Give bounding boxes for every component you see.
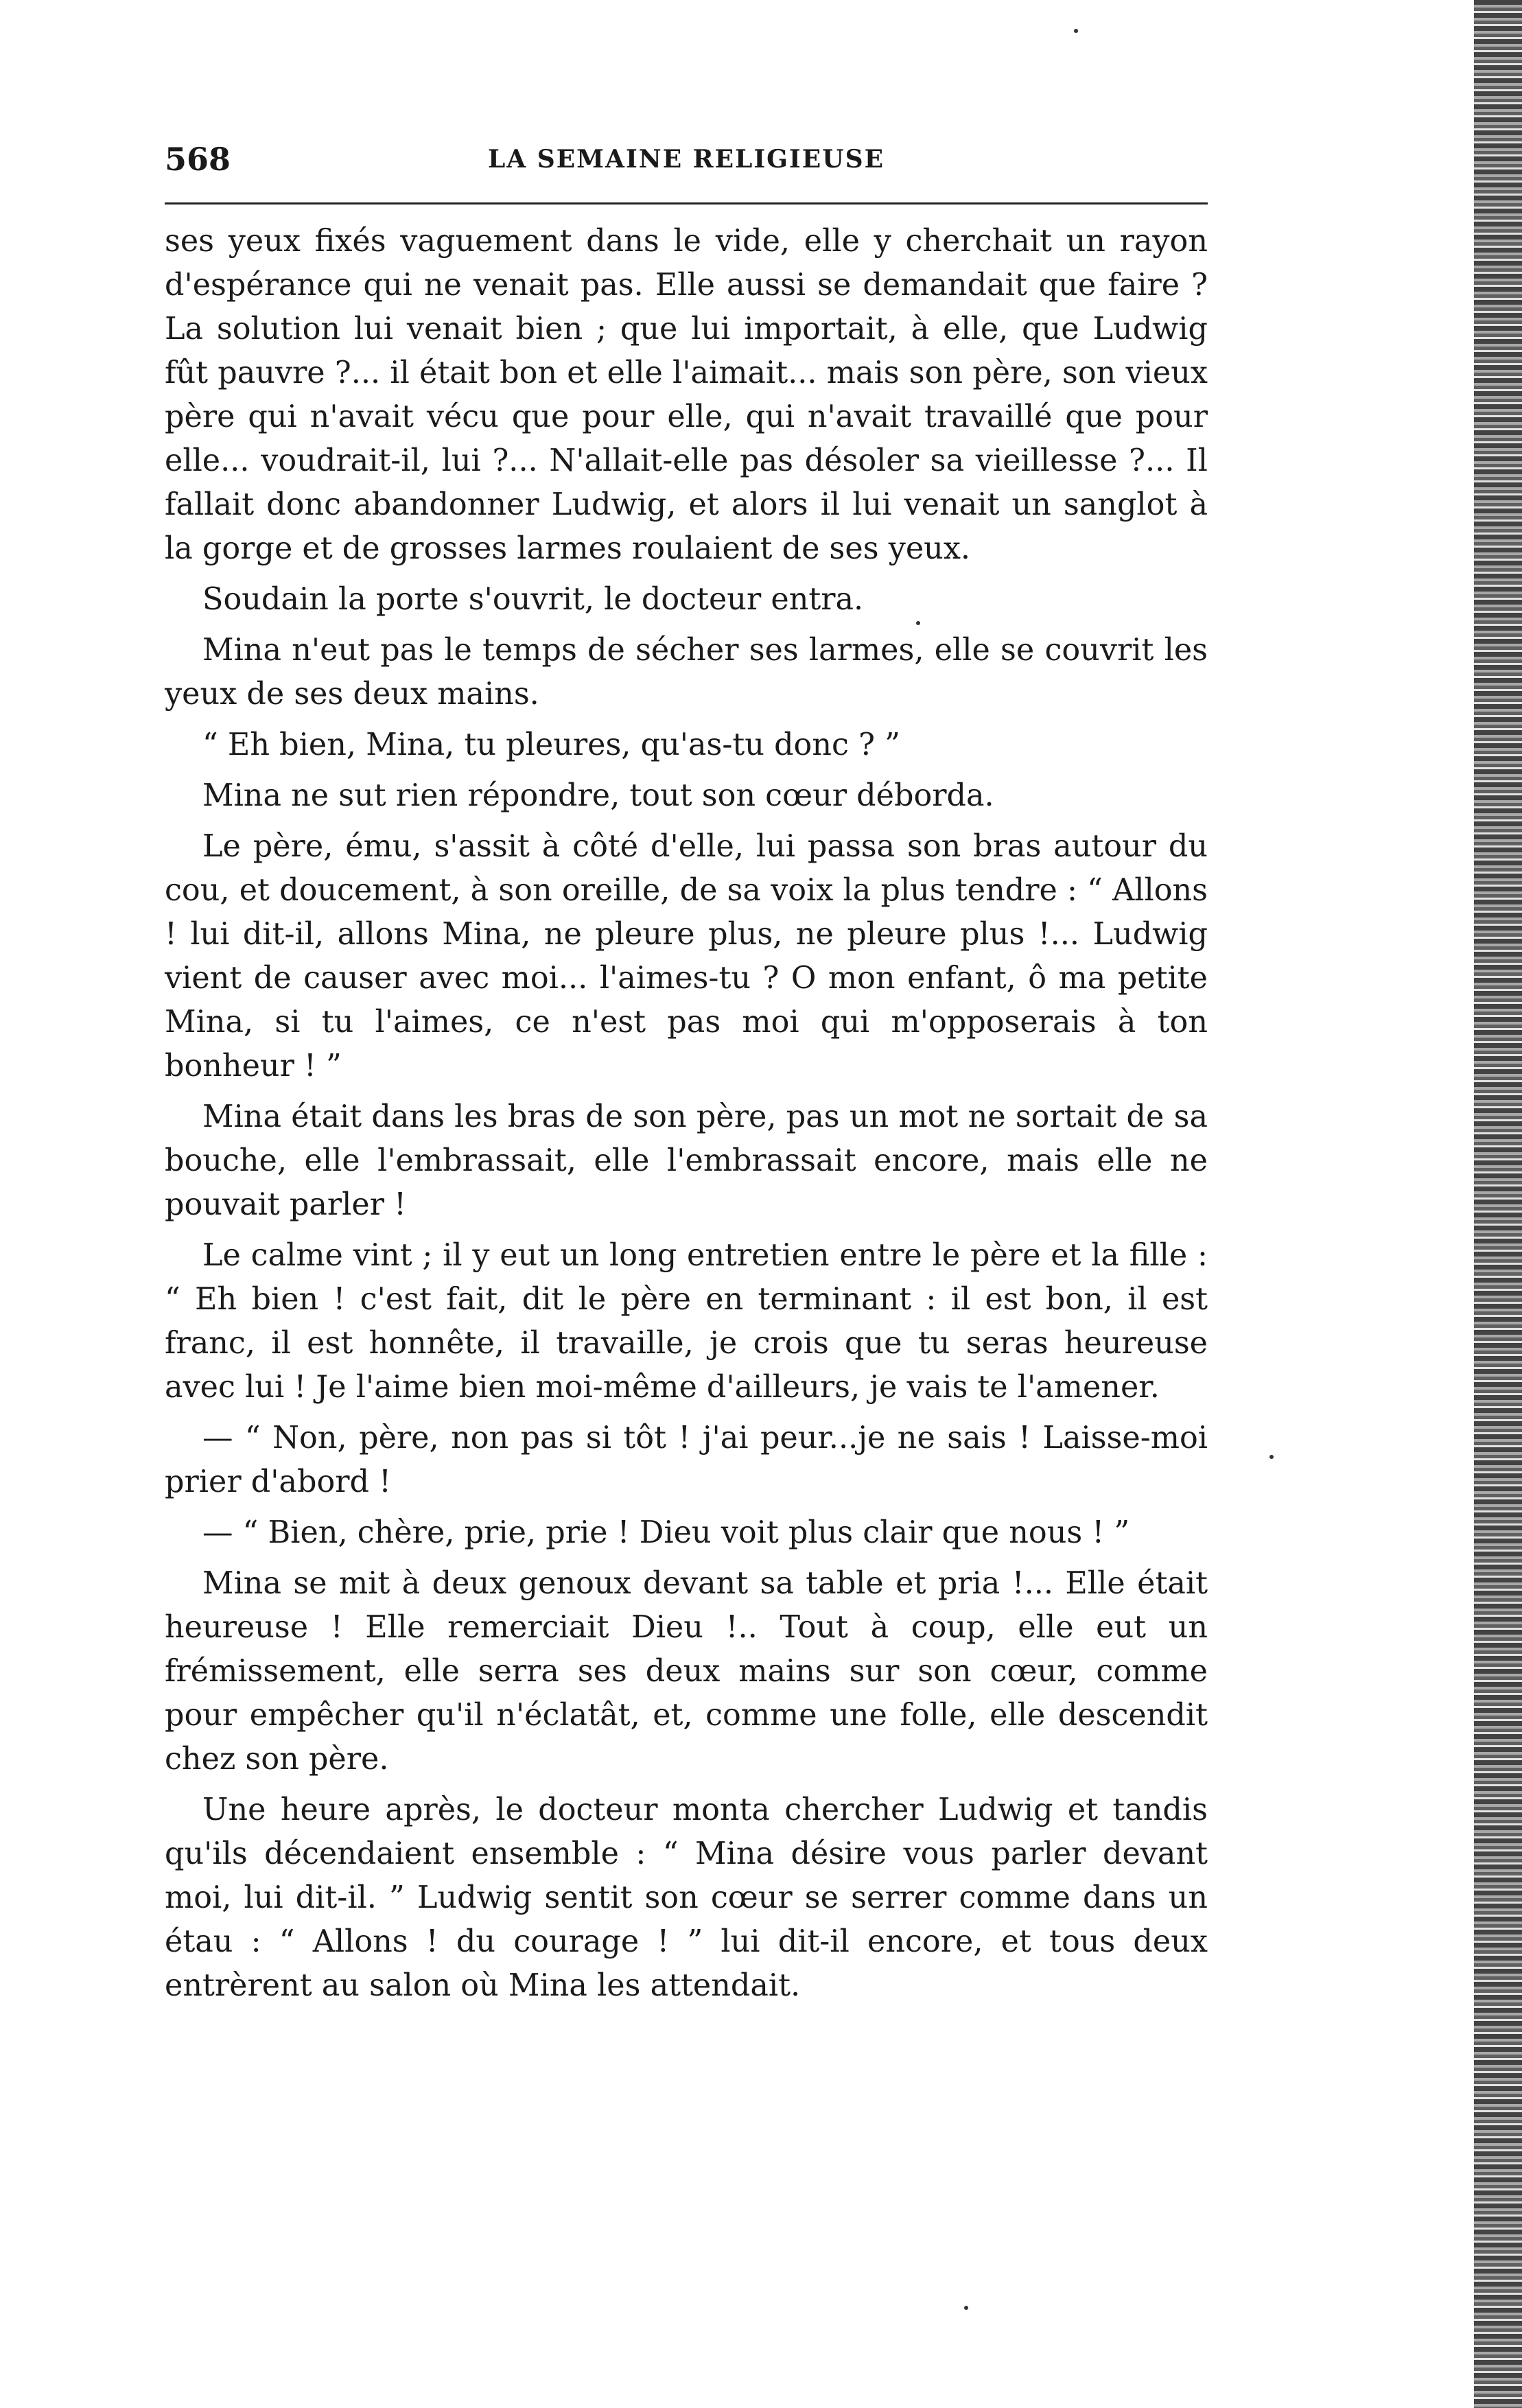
page-header bbox=[165, 141, 1208, 182]
print-speck bbox=[916, 621, 920, 625]
body-text bbox=[165, 220, 1208, 2015]
paragraph: Mina n'eut pas le temps de sécher ses larmes, elle se couvrit les yeux de ses deux mains. bbox=[165, 633, 1208, 712]
paragraph: — “ Bien, chère, prie, prie ! Dieu voit plus clair que nous ! ” bbox=[202, 1515, 1130, 1550]
paragraph: Mina ne sut rien répondre, tout son cœur déborda. bbox=[202, 778, 994, 813]
print-speck bbox=[1074, 29, 1078, 33]
page-number: 568 bbox=[165, 141, 231, 178]
paragraph: Le calme vint ; il y eut un long entretien entre le père et la fille : “ Eh bien ! c'est fait, dit le père en terminant : il est bon, il est franc, il est honnête, il travaille, je crois que tu seras heureuse avec lui ! Je l'aime bien moi-même d'ailleurs, je vais te l'amener. bbox=[165, 1238, 1208, 1405]
paragraph: Soudain la porte s'ouvrit, le docteur entra. bbox=[202, 582, 864, 617]
paragraph: “ Eh bien, Mina, tu pleures, qu'as-tu donc ? ” bbox=[202, 727, 900, 762]
running-title: LA SEMAINE RELIGIEUSE bbox=[487, 145, 885, 174]
paragraph: ses yeux fixés vaguement dans le vide, elle y cherchait un rayon d'espérance qui ne venait pas. Elle aussi se demandait que faire ? La solution lui venait bien ; que lui importait, à elle, que Ludwig fût pauvre ?... il était bon et elle l'aimait... mais son père, son vieux père qui n'avait vécu que pour elle, qui n'avait travaillé que pour elle... voudrait-il, lui ?... N'allait-elle pas désoler sa vieillesse ?... Il fallait donc abandonner Ludwig, et alors il lui venait un sanglot à la gorge et de grosses larmes roulaient de ses yeux. bbox=[165, 224, 1208, 566]
paragraph: Mina était dans les bras de son père, pas un mot ne sortait de sa bouche, elle l'embrassait, elle l'embrassait encore, mais elle ne pouvait parler ! bbox=[165, 1099, 1208, 1222]
paragraph: Le père, ému, s'assit à côté d'elle, lui passa son bras autour du cou, et doucement, à son oreille, de sa voix la plus tendre : “ Allons ! lui dit-il, allons Mina, ne pleure plus, ne pleure plus !... Ludwig vient de causer avec moi... l'aimes-tu ? O mon enfant, ô ma petite Mina, si tu l'aimes, ce n'est pas moi qui m'opposerais à ton bonheur ! ” bbox=[165, 829, 1208, 1084]
print-speck bbox=[964, 2306, 968, 2310]
print-speck bbox=[1269, 1455, 1274, 1459]
header-rule bbox=[165, 202, 1208, 204]
paragraph: — “ Non, père, non pas si tôt ! j'ai peur...je ne sais ! Laisse-moi prier d'abord ! bbox=[165, 1421, 1208, 1499]
paragraph: Une heure après, le docteur monta chercher Ludwig et tandis qu'ils décendaient ensemble : “ Mina désire vous parler devant moi, lui dit-il. ” Ludwig sentit son cœur se serrer comme dans un étau : “ Allons ! du courage ! ” lui dit-il encore, et tous deux entrèrent au salon où Mina les attendait. bbox=[165, 1792, 1208, 2003]
paragraph: Mina se mit à deux genoux devant sa table et pria !... Elle était heureuse ! Elle remerciait Dieu !.. Tout à coup, elle eut un frémissement, elle serra ses deux mains sur son cœur, comme pour empêcher qu'il n'éclatât, et, comme une folle, elle descendit chez son père. bbox=[165, 1566, 1208, 1777]
binding-edge bbox=[1474, 0, 1522, 2408]
